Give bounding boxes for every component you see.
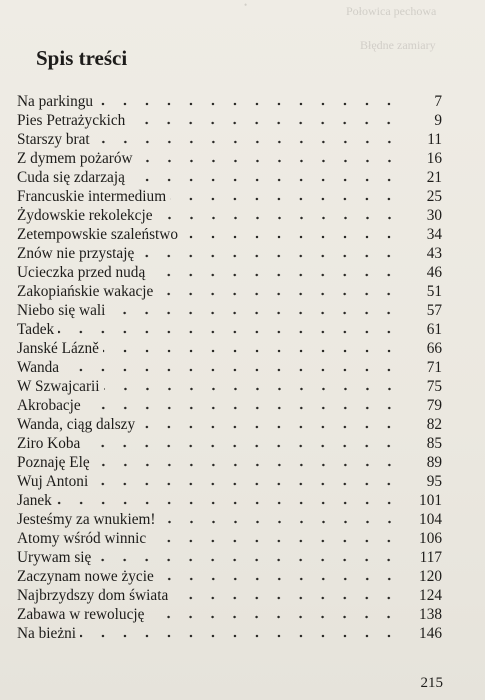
toc-entry-page: 9 — [434, 112, 442, 129]
dot-leader — [84, 444, 400, 448]
toc-entry — [17, 375, 442, 395]
toc-entry — [17, 299, 442, 319]
toc-entry — [17, 584, 442, 604]
toc-entry-title: Zakopiańskie wakacje — [17, 283, 154, 300]
toc-entry-page: 117 — [419, 549, 442, 566]
show-through-text: Błędne zamiary — [360, 38, 436, 52]
toc-entry — [17, 451, 442, 471]
dot-leader — [157, 292, 400, 296]
toc-entry-title: Atomy wśród winnic — [17, 530, 147, 547]
toc-entry-page: 30 — [426, 207, 442, 224]
dot-leader — [58, 330, 400, 334]
toc-entry — [17, 147, 442, 167]
toc-entry-page: 79 — [426, 397, 442, 414]
toc-entry — [17, 261, 442, 281]
dot-leader — [129, 178, 400, 182]
dot-leader — [139, 425, 400, 429]
dot-leader — [138, 254, 400, 258]
toc-entry-title: Znów nie przystaję — [17, 245, 135, 262]
dot-leader — [92, 482, 400, 486]
toc-entry-page: 46 — [426, 264, 442, 281]
toc-entry-page: 66 — [426, 340, 442, 357]
toc-entry-page: 104 — [419, 511, 442, 528]
toc-entry-page: 16 — [426, 150, 442, 167]
toc-entry-page: 89 — [426, 454, 442, 471]
dot-leader — [150, 539, 400, 543]
dot-leader — [149, 273, 400, 277]
toc-entry-title: Wanda — [17, 359, 60, 376]
toc-entry-title: Poznaję Elę — [17, 454, 90, 471]
toc-entry — [17, 546, 442, 566]
toc-entry — [17, 565, 442, 585]
toc-entry-title: Zabawa w rewolucję — [17, 606, 145, 623]
toc-entry — [17, 128, 442, 148]
toc-entry — [17, 90, 442, 110]
toc-entry-page: 43 — [426, 245, 442, 262]
toc-entry — [17, 470, 442, 490]
dot-leader — [56, 501, 400, 505]
toc-entry-page: 61 — [426, 321, 442, 338]
toc-entry-title: Cuda się zdarzają — [17, 169, 125, 186]
dot-leader — [182, 235, 400, 239]
toc-entry-page: 146 — [419, 625, 442, 642]
toc-entry — [17, 109, 442, 129]
toc-entry — [17, 394, 442, 414]
toc-entry — [17, 489, 442, 509]
dot-leader — [137, 159, 400, 163]
dot-leader — [85, 406, 400, 410]
toc-entry-title: Niebo się wali — [17, 302, 106, 319]
toc-entry-title: Starszy brat — [17, 131, 90, 148]
dot-leader — [63, 368, 400, 372]
toc-entry-title: Żydowskie rekolekcje — [17, 207, 153, 224]
toc-entry-page: 57 — [426, 302, 442, 319]
dot-leader — [160, 520, 401, 524]
toc-entry — [17, 413, 442, 433]
toc-entry-page: 7 — [434, 93, 442, 110]
dot-leader — [94, 463, 400, 467]
toc-entry — [17, 204, 442, 224]
page-number: 215 — [420, 675, 443, 691]
dot-leader — [95, 558, 400, 562]
toc-entry-page: 25 — [426, 188, 442, 205]
dot-leader — [158, 577, 400, 581]
dot-leader — [129, 121, 400, 125]
toc-entry — [17, 622, 442, 642]
toc-entry — [17, 356, 442, 376]
toc-entry-title: Ucieczka przed nudą — [17, 264, 146, 281]
dot-leader — [109, 311, 400, 315]
show-through-mark: • — [244, 0, 248, 10]
toc-entry-page: 124 — [419, 587, 442, 604]
dot-leader — [148, 615, 400, 619]
toc-entry — [17, 280, 442, 300]
dot-leader — [80, 634, 400, 638]
toc-entry — [17, 185, 442, 205]
toc-entry — [17, 337, 442, 357]
toc-entry-page: 106 — [419, 530, 442, 547]
toc-entry-page: 101 — [419, 492, 442, 509]
dot-leader — [94, 140, 400, 144]
toc-entry-page: 85 — [426, 435, 442, 452]
toc-entry-title: Na parkingu — [17, 93, 94, 110]
toc-entry-title: W Szwajcarii — [17, 378, 100, 395]
show-through-text: Połowica pechowa — [346, 4, 437, 18]
toc-entry — [17, 527, 442, 547]
toc-entry-page: 51 — [426, 283, 442, 300]
toc-entry — [17, 166, 442, 186]
toc-entry — [17, 242, 442, 262]
toc-entry-page: 71 — [426, 359, 442, 376]
toc-entry-title: Zaczynam nowe życie — [17, 568, 154, 585]
toc-entry-title: Francuskie intermedium — [17, 188, 167, 205]
toc-entry-title: Tadek — [17, 321, 55, 338]
toc-entry-title: Wanda, ciąg dalszy — [17, 416, 136, 433]
toc-entry-title: Urywam się — [17, 549, 92, 566]
toc-entry-page: 95 — [426, 473, 442, 490]
page-title: Spis treści — [36, 46, 128, 70]
toc-entry-title: Zetempowskie szaleństwo — [17, 226, 178, 243]
toc-entry-title: Janské Lázně — [17, 340, 99, 357]
toc-entry-title: Najbrzydszy dom świata — [17, 587, 169, 604]
toc-entry-page: 75 — [426, 378, 442, 395]
dot-leader — [170, 197, 400, 201]
toc-entry — [17, 318, 442, 338]
toc-entry — [17, 223, 442, 243]
dot-leader — [103, 349, 400, 353]
toc-entry-title: Akrobacje — [17, 397, 81, 414]
dot-leader — [97, 102, 400, 106]
toc-entry-page: 82 — [426, 416, 442, 433]
dot-leader — [172, 596, 400, 600]
toc-entry-title: Pies Petrażyckich — [17, 112, 126, 129]
toc-entry-page: 34 — [426, 226, 442, 243]
dot-leader — [157, 216, 401, 220]
toc-entry-page: 11 — [427, 131, 442, 148]
toc-entry-page: 138 — [419, 606, 442, 623]
toc-entry-title: Ziro Koba — [17, 435, 81, 452]
toc-entry-title: Z dymem pożarów — [17, 150, 133, 167]
toc-entry-title: Jesteśmy za wnukiem! — [17, 511, 156, 528]
toc-entry — [17, 508, 442, 528]
toc-entry — [17, 603, 442, 623]
dot-leader — [104, 387, 400, 391]
toc-entry-page: 21 — [426, 169, 442, 186]
toc-entry-page: 120 — [419, 568, 442, 585]
toc-entry-title: Na bieżni — [17, 625, 77, 642]
toc-entry-title: Wuj Antoni — [17, 473, 89, 490]
toc-entry-title: Janek — [17, 492, 52, 509]
toc-entry — [17, 432, 442, 452]
